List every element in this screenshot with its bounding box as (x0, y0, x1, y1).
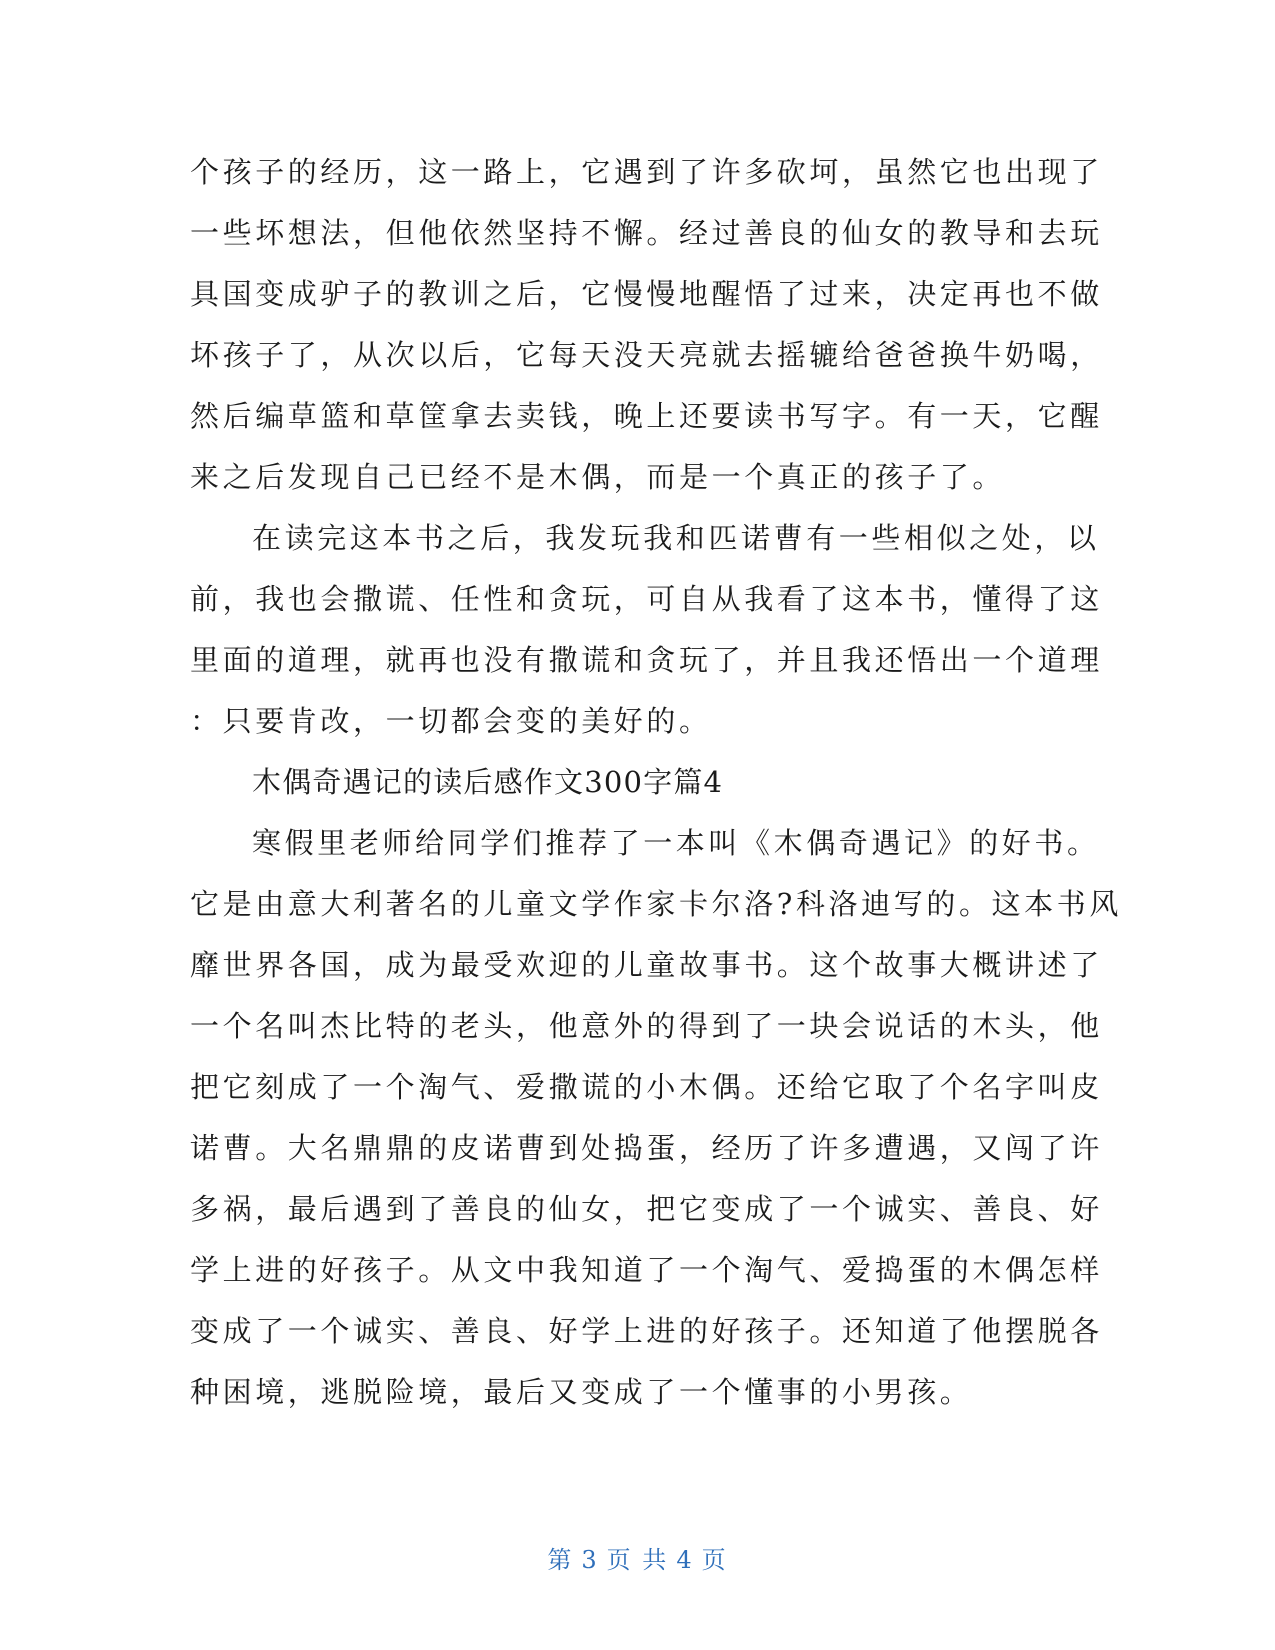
paragraph-line: 坏孩子了，从次以后，它每天没天亮就去摇辘给爸爸换牛奶喝， (190, 338, 1103, 372)
paragraph-line: 个孩子的经历，这一路上，它遇到了许多砍坷，虽然它也出现了 (190, 155, 1103, 189)
paragraph-line: 靡世界各国，成为最受欢迎的儿童故事书。这个故事大概讲述了 (190, 948, 1103, 982)
paragraph-line: 诺曹。大名鼎鼎的皮诺曹到处捣蛋，经历了许多遭遇，又闯了许 (190, 1131, 1103, 1165)
paragraph-line: 寒假里老师给同学们推荐了一本叫《木偶奇遇记》的好书。 (252, 826, 1100, 860)
paragraph-line: ：只要肯改，一切都会变的美好的。 (190, 704, 712, 738)
paragraph-line: 多祸，最后遇到了善良的仙女，把它变成了一个诚实、善良、好 (190, 1192, 1103, 1226)
paragraph-line: 学上进的好孩子。从文中我知道了一个淘气、爱捣蛋的木偶怎样 (190, 1253, 1103, 1287)
paragraph-line: 前，我也会撒谎、任性和贪玩，可自从我看了这本书，懂得了这 (190, 582, 1103, 616)
current-page-number: 3 (581, 1546, 599, 1574)
page-footer (0, 1540, 1275, 1575)
paragraph-line: 具国变成驴子的教训之后，它慢慢地醒悟了过来，决定再也不做 (190, 277, 1103, 311)
paragraph-line: 里面的道理，就再也没有撒谎和贪玩了，并且我还悟出一个道理 (190, 643, 1103, 677)
paragraph-line: 变成了一个诚实、善良、好学上进的好孩子。还知道了他摆脱各 (190, 1314, 1103, 1348)
paragraph-line: 然后编草篮和草筐拿去卖钱，晚上还要读书写字。有一天，它醒 (190, 399, 1103, 433)
total-pages-number: 4 (676, 1546, 694, 1574)
paragraph-line: 它是由意大利著名的儿童文学作家卡尔洛?科洛迪写的。这本书风 (190, 887, 1122, 921)
document-body (190, 142, 1122, 1423)
paragraph-line: 把它刻成了一个淘气、爱撒谎的小木偶。还给它取了个名字叫皮 (190, 1070, 1103, 1104)
paragraph-line: 种困境，逃脱险境，最后又变成了一个懂事的小男孩。 (190, 1375, 973, 1409)
paragraph-line: 来之后发现自己已经不是木偶，而是一个真正的孩子了。 (190, 460, 1006, 494)
footer-suffix: 页 (701, 1546, 728, 1574)
footer-prefix: 第 (547, 1546, 574, 1574)
paragraph-line: 一些坏想法，但他依然坚持不懈。经过善良的仙女的教导和去玩 (190, 216, 1103, 250)
footer-middle: 页 共 (606, 1546, 669, 1574)
paragraph-line: 在读完这本书之后，我发玩我和匹诺曹有一些相似之处，以 (252, 521, 1100, 555)
section-title: 木偶奇遇记的读后感作文300字篇4 (252, 765, 724, 799)
paragraph-line: 一个名叫杰比特的老头，他意外的得到了一块会说话的木头，他 (190, 1009, 1103, 1043)
